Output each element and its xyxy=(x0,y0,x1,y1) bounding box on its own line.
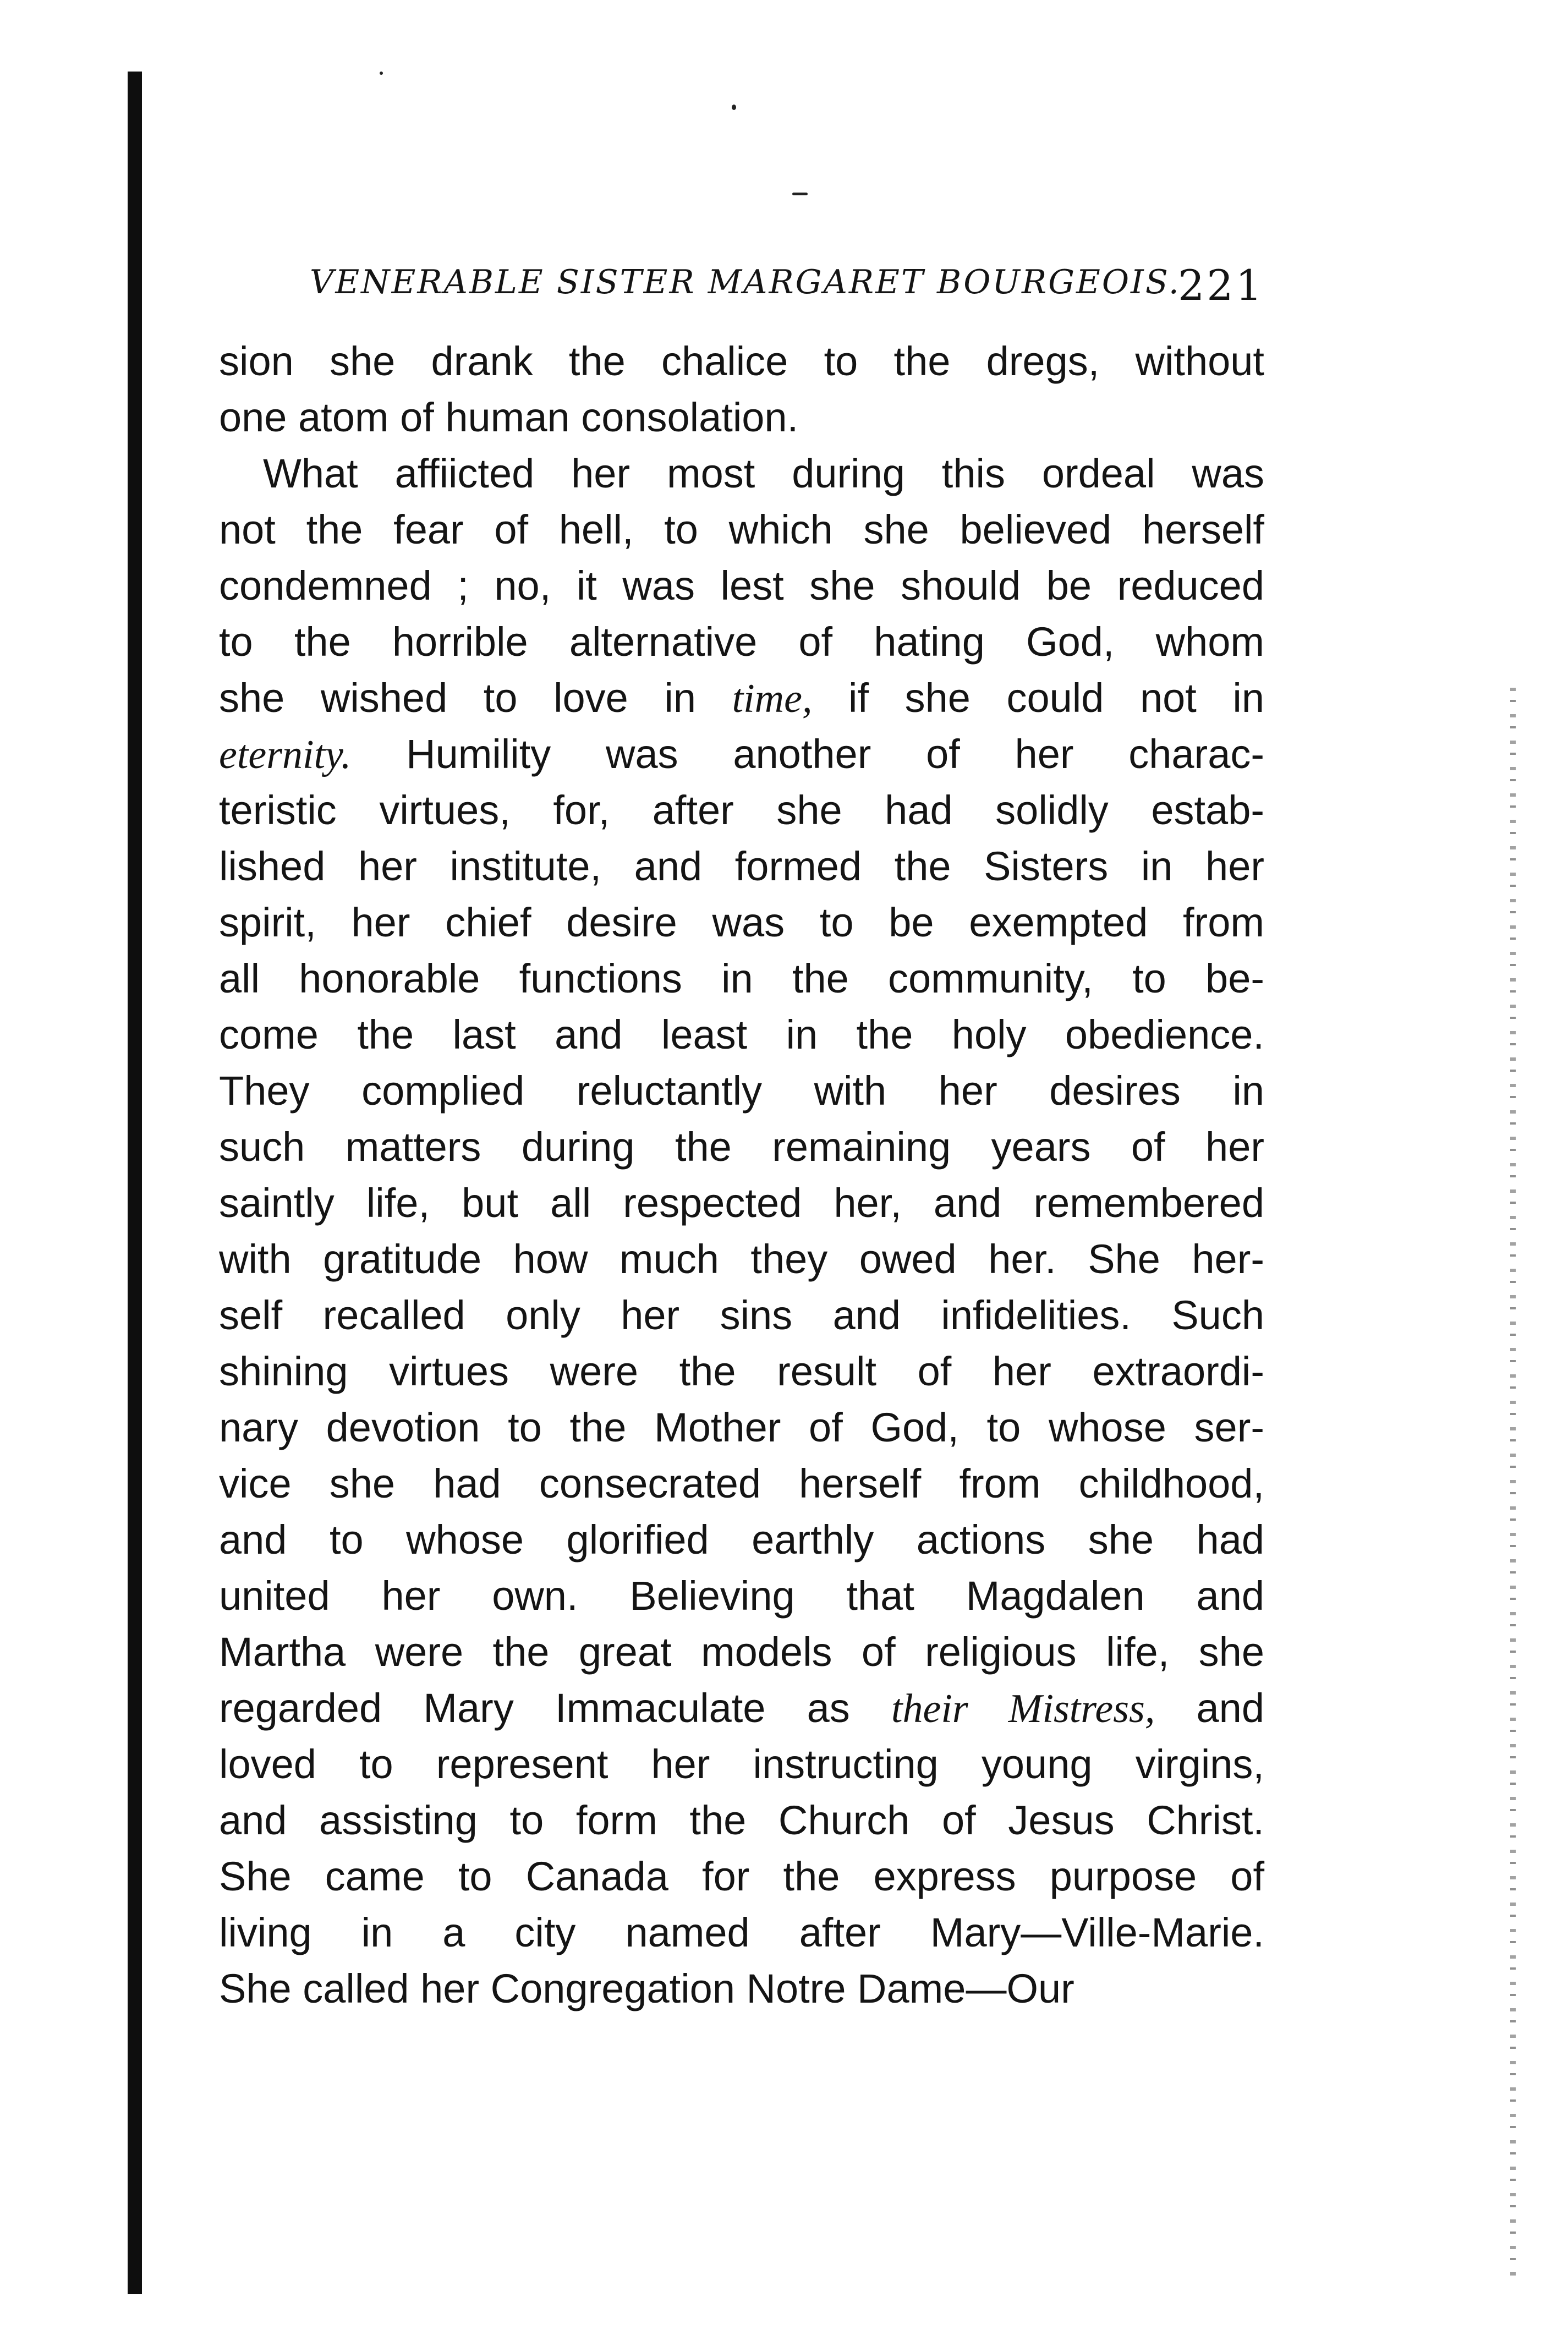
text-segment: united her own. Believing that Magdalen and xyxy=(219,1573,1264,1619)
text-segment: condemned ; no, it was lest she should be reduced xyxy=(219,563,1264,608)
running-title: VENERABLE SISTER MARGARET BOURGEOIS. xyxy=(310,263,1181,301)
text-line xyxy=(219,333,1264,390)
text-line xyxy=(219,390,1264,446)
text-segment: vice she had consecrated herself from childhood, xyxy=(219,1461,1264,1506)
italic-phrase: eternity. xyxy=(219,732,352,777)
text-segment: saintly life, but all respected her, and remembered xyxy=(219,1180,1264,1226)
text-segment: such matters during the remaining years of her xyxy=(219,1124,1264,1170)
text-line xyxy=(219,1456,1264,1512)
page-number: 221 xyxy=(1177,261,1264,310)
scan-dust-mark xyxy=(792,193,808,195)
text-line xyxy=(219,1905,1264,1961)
italic-phrase: their Mistress, xyxy=(891,1686,1155,1731)
text-segment: She called her Congregation Notre Dame—Our xyxy=(219,1966,1074,2011)
text-segment: sion she drank the chalice to the dregs, without xyxy=(219,338,1264,384)
text-segment: self recalled only her sins and infidelities. Such xyxy=(219,1292,1264,1338)
running-head xyxy=(219,253,1264,319)
text-segment: if she could not in xyxy=(812,675,1264,721)
text-segment: Humility was another of her charac- xyxy=(351,731,1264,777)
text-segment: with gratitude how much they owed her. She her- xyxy=(219,1236,1264,1282)
text-line xyxy=(219,502,1264,558)
text-segment: not the fear of hell, to which she believed herself xyxy=(219,507,1264,552)
text-segment: and assisting to form the Church of Jesus Christ. xyxy=(219,1797,1264,1843)
text-segment: she wished to love in xyxy=(219,675,732,721)
text-line xyxy=(219,1119,1264,1175)
text-line xyxy=(219,895,1264,951)
text-segment: What affiicted her most during this ordeal was xyxy=(263,451,1264,496)
text-line xyxy=(219,838,1264,895)
text-segment: Martha were the great models of religious life, she xyxy=(219,1629,1264,1675)
text-line xyxy=(219,726,1264,782)
text-segment: all honorable functions in the community, to be- xyxy=(219,956,1264,1001)
text-line xyxy=(219,1624,1264,1680)
text-line xyxy=(219,1175,1264,1231)
text-segment: come the last and least in the holy obedience. xyxy=(219,1012,1264,1057)
text-line xyxy=(219,1007,1264,1063)
text-line xyxy=(219,1344,1264,1400)
text-line xyxy=(219,1736,1264,1792)
text-segment: nary devotion to the Mother of God, to whose ser- xyxy=(219,1405,1264,1450)
text-line xyxy=(219,614,1264,670)
text-line xyxy=(219,782,1264,838)
text-segment: one atom of human consolation. xyxy=(219,394,799,440)
text-line xyxy=(219,1287,1264,1344)
text-line xyxy=(219,558,1264,614)
text-segment: teristic virtues, for, after she had solidly estab- xyxy=(219,787,1264,833)
text-line xyxy=(219,1400,1264,1456)
binding-gutter-shadow xyxy=(128,72,142,2294)
text-segment: living in a city named after Mary—Ville-Marie. xyxy=(219,1910,1264,1955)
text-line xyxy=(219,1063,1264,1119)
text-segment: She came to Canada for the express purpose of xyxy=(219,1854,1264,1899)
text-line xyxy=(219,951,1264,1007)
text-segment: to the horrible alternative of hating God, whom xyxy=(219,619,1264,665)
body-text xyxy=(219,333,1264,2017)
text-line xyxy=(219,1961,1264,2017)
text-line xyxy=(219,1568,1264,1624)
text-line xyxy=(219,1849,1264,1905)
scan-dust-mark xyxy=(380,72,383,75)
text-line xyxy=(219,446,1264,502)
text-segment: loved to represent her instructing young virgins, xyxy=(219,1741,1264,1787)
text-line xyxy=(219,1231,1264,1287)
page-edge-speckle xyxy=(1510,688,1516,2283)
text-line xyxy=(219,1792,1264,1849)
text-segment: regarded Mary Immaculate as xyxy=(219,1685,891,1731)
text-line xyxy=(219,1680,1264,1736)
text-segment: shining virtues were the result of her extraordi- xyxy=(219,1348,1264,1394)
text-line xyxy=(219,670,1264,726)
scan-dust-mark xyxy=(732,105,736,110)
book-page xyxy=(219,253,1264,2017)
text-segment: spirit, her chief desire was to be exempted from xyxy=(219,900,1264,945)
text-segment: They complied reluctantly with her desires in xyxy=(219,1068,1264,1114)
text-segment: and xyxy=(1155,1685,1264,1731)
text-segment: lished her institute, and formed the Sisters in her xyxy=(219,843,1264,889)
text-line xyxy=(219,1512,1264,1568)
italic-phrase: time, xyxy=(732,676,813,721)
text-segment: and to whose glorified earthly actions she had xyxy=(219,1517,1264,1562)
